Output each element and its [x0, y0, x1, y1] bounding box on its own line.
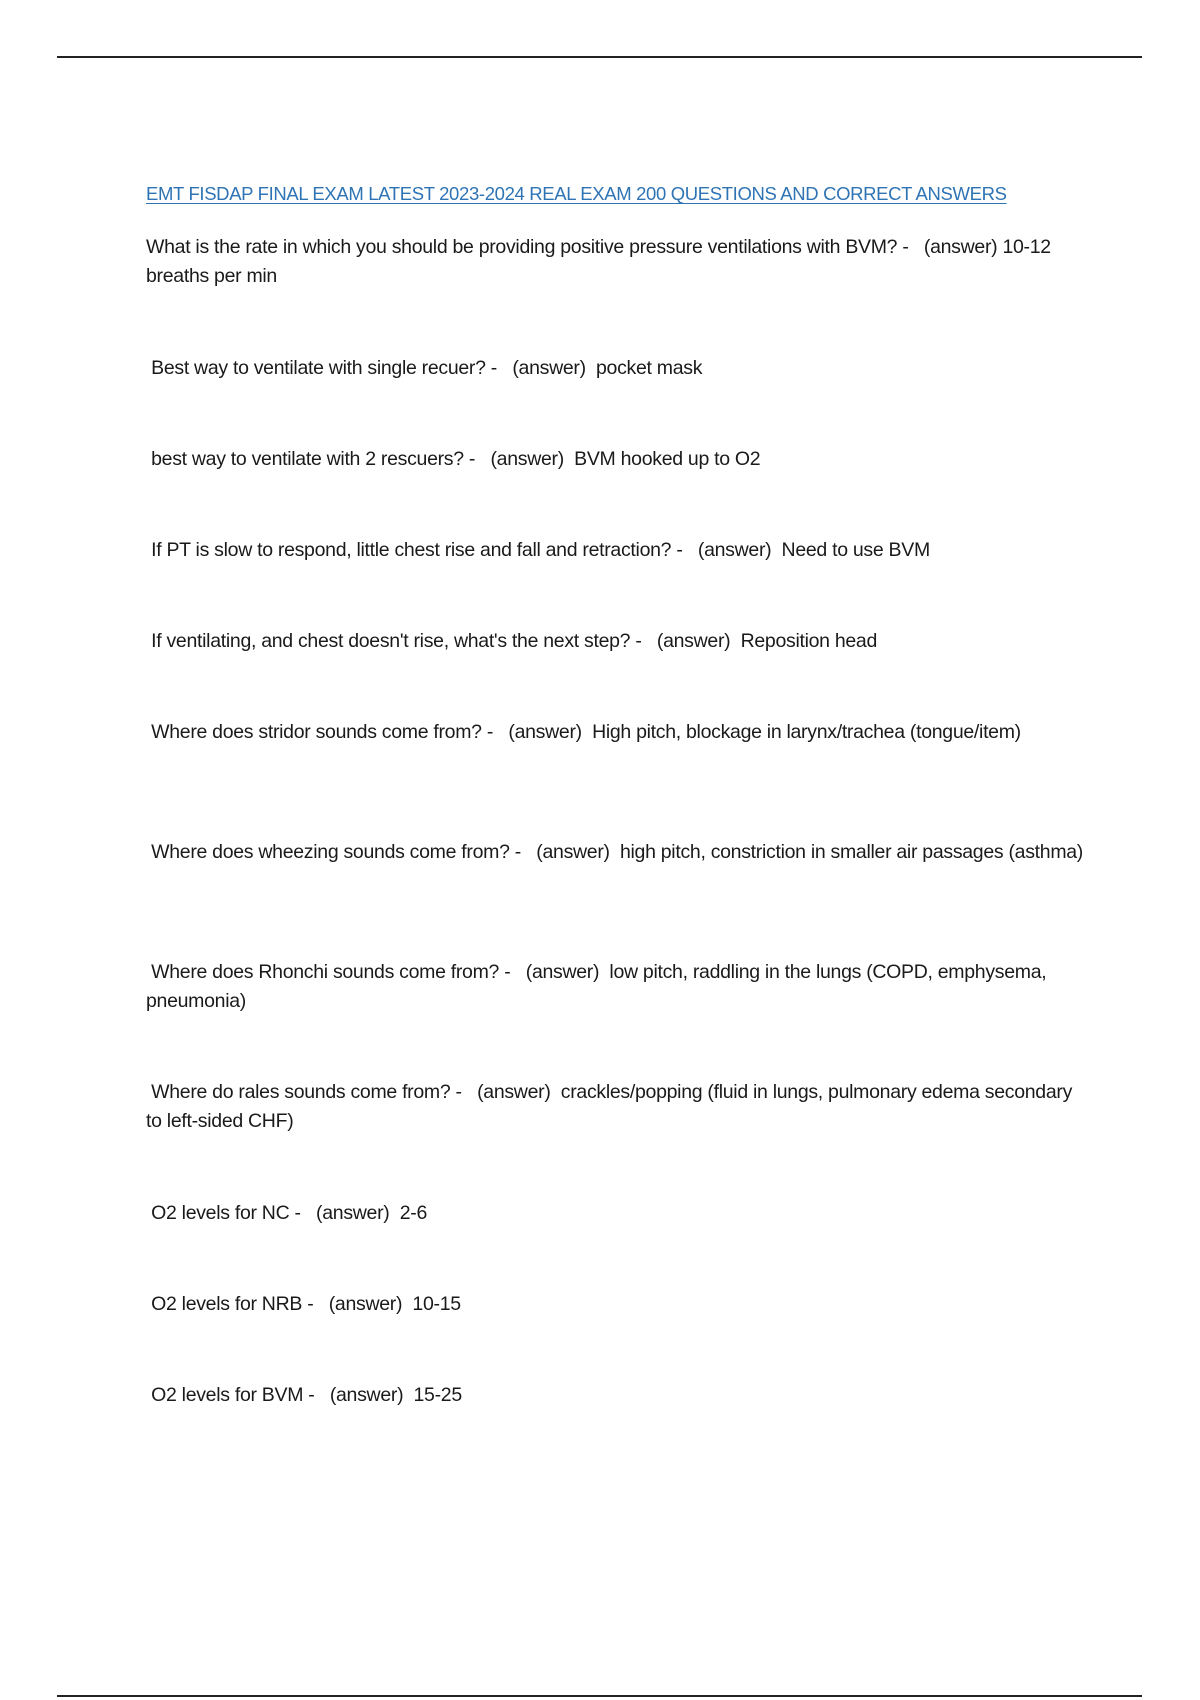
- qa-item-6: Where does stridor sounds come from? - (answer) High pitch, blockage in larynx/trachea (tongue/item): [146, 721, 1021, 743]
- qa-item-3: best way to ventilate with 2 rescuers? - (answer) BVM hooked up to O2: [146, 448, 761, 470]
- qa-item-5: If ventilating, and chest doesn't rise, what's the next step? - (answer) Reposition head: [146, 630, 878, 652]
- header-rule: [57, 56, 1142, 58]
- qa-item-12: O2 levels for BVM - (answer) 15-25: [146, 1384, 462, 1406]
- qa-item-2: Best way to ventilate with single recuer? - (answer) pocket mask: [146, 357, 703, 379]
- qa-item-9: Where do rales sounds come from? - (answer) crackles/popping (fluid in lungs, pulmonary edema secondary to left-sided CHF): [146, 1081, 1078, 1132]
- qa-item-8: Where does Rhonchi sounds come from? - (answer) low pitch, raddling in the lungs (COPD, emphysema, pneumonia): [146, 961, 1052, 1012]
- footer-rule: [57, 1695, 1142, 1697]
- qa-item-4: If PT is slow to respond, little chest rise and fall and retraction? - (answer) Need to use BVM: [146, 539, 930, 561]
- qa-item-1: What is the rate in which you should be providing positive pressure ventilations with BVM? - (answer) 10-12 breaths per min: [146, 236, 1056, 287]
- qa-item-7: Where does wheezing sounds come from? - (answer) high pitch, constriction in smaller air passages (asthma): [146, 841, 1084, 863]
- qa-item-10: O2 levels for NC - (answer) 2-6: [146, 1202, 427, 1224]
- qa-item-11: O2 levels for NRB - (answer) 10-15: [146, 1293, 461, 1315]
- document-title-link[interactable]: EMT FISDAP FINAL EXAM LATEST 2023-2024 REAL EXAM 200 QUESTIONS AND CORRECT ANSWERS: [146, 183, 1007, 204]
